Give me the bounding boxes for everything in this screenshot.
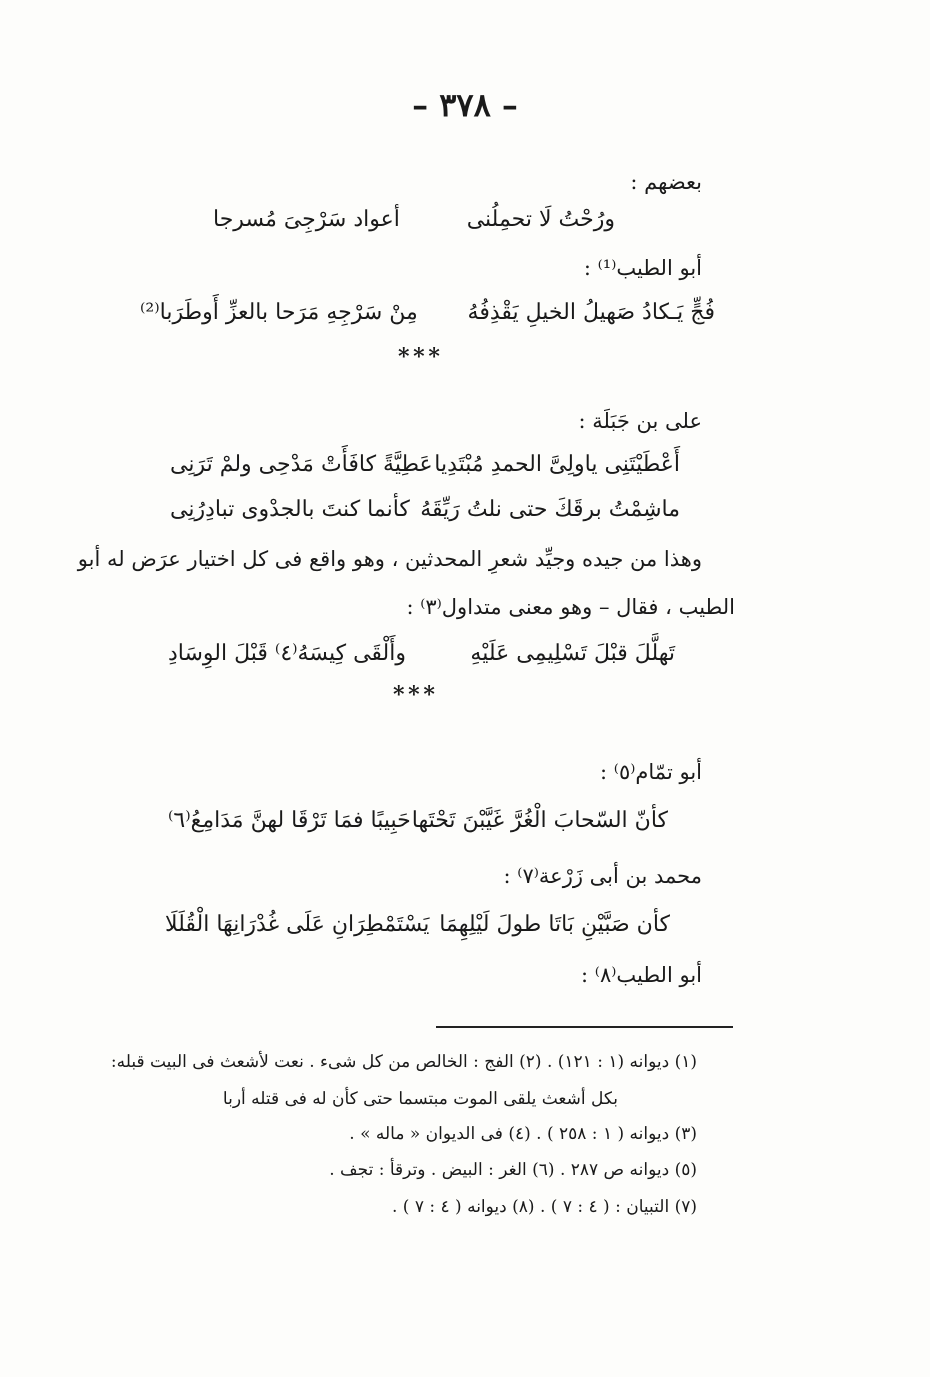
verse-hemistich-right: فُجٍّ يَـكادُ صَهيلُ الخيلِ يَقْذِفُهُ — [467, 300, 715, 325]
footnote-line: (٥) ديوانه ص ٢٨٧ . (٦) الغر : البيض . وترقأ : تجف . — [329, 1160, 697, 1180]
footnote-line: (١) ديوانه (١ : ١٢١) . (٢) الفج : الخالص من كل شىء . نعت لأشعث فى البيت قبله: — [110, 1052, 697, 1072]
section-separator: * * * — [393, 682, 433, 708]
poet-heading-3: على بن جَبَلَة : — [578, 409, 702, 433]
poet-heading-2: أبو الطيب⁽¹⁾ : — [583, 256, 702, 280]
footnote-line: (٣) ديوانه ( ١ : ٢٥٨ ) . (٤) فى الديوان « ماله » . — [349, 1124, 697, 1144]
prose-line: وهذا من جيده وجيِّد شعرِ المحدثين ، وهو واقع فى كل اختيار عرَض له أبو — [77, 547, 702, 571]
verse-hemistich-left: مِنْ سَرْجِهِ مَرَحا بالعزِّ أَوطَرَبا⁽²⁾ — [140, 300, 418, 325]
verse-hemistich-right: ماشِمْتُ برقَكَ حتى نلتُ رَيِّقَهُ — [420, 497, 680, 522]
section-separator: * * * — [398, 344, 438, 370]
verse-hemistich-left: أعواد سَرْجِىَ مُسرجا — [213, 207, 400, 232]
verse-hemistich-right: أَعْطَيْتَنِى ياولِىَّ الحمدِ مُبْتَدِيا — [434, 452, 680, 477]
poet-heading-1: بعضهم : — [630, 170, 702, 194]
poet-heading-5: محمد بن أبى زَرْعة⁽٧⁾ : — [503, 864, 702, 888]
verse-hemistich-right: ورُحْتُ لَا تحمِلُنى — [466, 207, 615, 232]
verse-hemistich-right: كأنّ السّحابَ الْغُرَّ غَيَّبْنَ تَحْتَها — [411, 808, 668, 833]
verse-hemistich-right: كأن صَبَّيْنِ بَاتَا طولَ لَيْلِهِمَا — [439, 912, 670, 937]
footnote-divider — [436, 1026, 733, 1028]
verse-hemistich-left: كأنما كنتَ بالجدْوى تبادِرُنِى — [170, 497, 410, 522]
prose-line: الطيب ، فقال – وهو معنى متداول⁽٣⁾ : — [406, 595, 735, 619]
verse-hemistich-left: عَطِيَّةً كافَأَتْ مَدْحِى ولمْ تَرَنِى — [170, 452, 433, 477]
verse-hemistich-left: وأَلْقَى كِيسَهُ⁽٤⁾ قَبْلَ الوِسَادِ — [168, 641, 406, 666]
footnote-line: بكل أشعث يلقى الموت مبتسما حتى كأن له فى قتله أربا — [222, 1089, 618, 1109]
poet-heading-6: أبو الطيب⁽٨⁾ : — [581, 963, 702, 987]
poet-heading-4: أبو تمّام⁽٥⁾ : — [600, 760, 702, 784]
page-number: – ٣٧٨ – — [412, 86, 518, 124]
verse-hemistich-left: حَبِيبًا فمَا تَرْقَا لهنَّ مَدَامِعُ⁽٦⁾ — [168, 808, 411, 833]
footnote-line: (٧) التبيان : ( ٤ : ٧ ) . (٨) ديوانه ( ٤ : ٧ ) . — [391, 1197, 697, 1217]
verse-hemistich-left: يَسْتَمْطِرَانِ عَلَى غُدْرَانِهَا الْقُلَلَا — [165, 912, 430, 937]
verse-hemistich-right: تَهلَّلَ قبْلَ تَسْلِيمِى عَلَيْهِ — [470, 641, 675, 666]
